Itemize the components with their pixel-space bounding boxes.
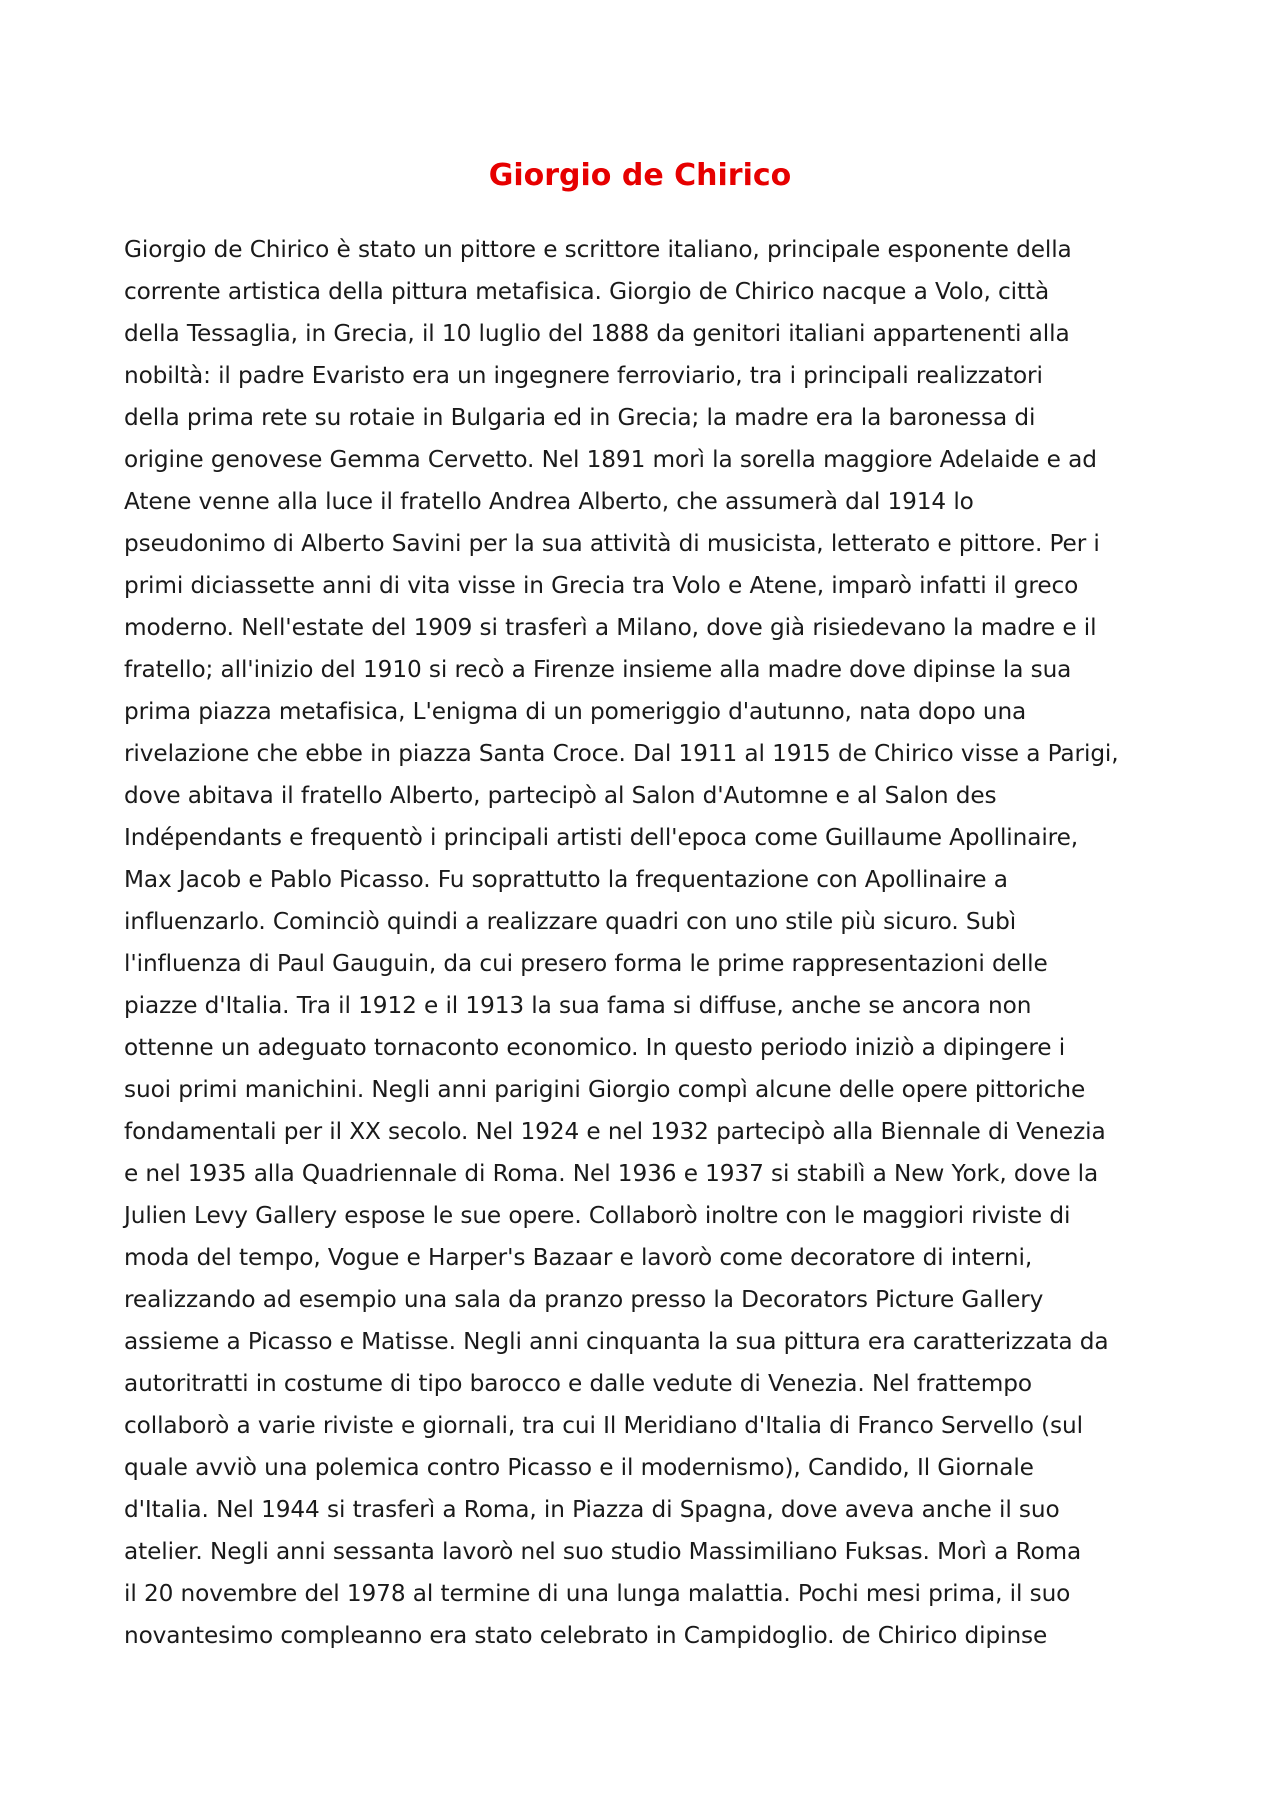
text-line: della Tessaglia, in Grecia, il 10 luglio del 1888 da genitori italiani appartenenti alla [124,320,1070,347]
text-line: Indépendants e frequentò i principali artisti dell'epoca come Guillaume Apollinaire, [124,824,1079,851]
text-line: Giorgio de Chirico è stato un pittore e scrittore italiano, principale esponente della [124,236,1072,263]
text-line: il 20 novembre del 1978 al termine di una lunga malattia. Pochi mesi prima, il suo [124,1580,1071,1607]
text-line: novantesimo compleanno era stato celebrato in Campidoglio. de Chirico dipinse [124,1622,1048,1649]
text-line: fratello; all'inizio del 1910 si recò a Firenze insieme alla madre dove dipinse la sua [124,656,1072,683]
text-line: corrente artistica della pittura metafisica. Giorgio de Chirico nacque a Volo, città [124,278,1050,305]
text-line: e nel 1935 alla Quadriennale di Roma. Nel 1936 e 1937 si stabilì a New York, dove la [124,1160,1099,1187]
text-line: fondamentali per il XX secolo. Nel 1924 e nel 1932 partecipò alla Biennale di Venezia [124,1118,1106,1145]
text-line: della prima rete su rotaie in Bulgaria ed in Grecia; la madre era la baronessa di [124,404,1036,431]
text-line: suoi primi manichini. Negli anni parigini Giorgio compì alcune delle opere pittoriche [124,1076,1086,1103]
text-line: pseudonimo di Alberto Savini per la sua attività di musicista, letterato e pittore. Per i [124,530,1100,557]
text-line: realizzando ad esempio una sala da pranzo presso la Decorators Picture Gallery [124,1286,1044,1313]
text-line: dove abitava il fratello Alberto, partecipò al Salon d'Automne e al Salon des [124,782,997,809]
text-line: influenzarlo. Cominciò quindi a realizzare quadri con uno stile più sicuro. Subì [124,908,1017,935]
text-line: quale avviò una polemica contro Picasso e il modernismo), Candido, Il Giornale [124,1454,1034,1481]
text-line: Max Jacob e Pablo Picasso. Fu soprattutto la frequentazione con Apollinaire a [124,866,1008,893]
text-line: origine genovese Gemma Cervetto. Nel 1891 morì la sorella maggiore Adelaide e ad [124,446,1097,473]
text-line: nobiltà: il padre Evaristo era un ingegnere ferroviario, tra i principali realizzatori [124,362,1043,389]
text-line: moda del tempo, Vogue e Harper's Bazaar e lavorò come decoratore di interni, [124,1244,1033,1271]
text-line: ottenne un adeguato tornaconto economico. In questo periodo iniziò a dipingere i [124,1034,1066,1061]
text-line: prima piazza metafisica, L'enigma di un pomeriggio d'autunno, nata dopo una [124,698,1027,725]
text-line: d'Italia. Nel 1944 si trasferì a Roma, in Piazza di Spagna, dove aveva anche il suo [124,1496,1060,1523]
text-line: atelier. Negli anni sessanta lavorò nel suo studio Massimiliano Fuksas. Morì a Roma [124,1538,1082,1565]
text-line: autoritratti in costume di tipo barocco e dalle vedute di Venezia. Nel frattempo [124,1370,1032,1397]
page-title: Giorgio de Chirico [488,158,792,193]
text-line: Julien Levy Gallery espose le sue opere. Collaborò inoltre con le maggiori riviste di [124,1202,1071,1229]
text-line: moderno. Nell'estate del 1909 si trasferì a Milano, dove già risiedevano la madre e il [124,614,1097,641]
text-line: assieme a Picasso e Matisse. Negli anni cinquanta la sua pittura era caratterizzata da [124,1328,1109,1355]
text-line: piazze d'Italia. Tra il 1912 e il 1913 la sua fama si diffuse, anche se ancora non [124,992,1032,1019]
text-line: primi diciassette anni di vita visse in Grecia tra Volo e Atene, imparò infatti il greco [124,572,1079,599]
text-line: collaborò a varie riviste e giornali, tra cui Il Meridiano d'Italia di Franco Servello (sul [124,1412,1083,1439]
text-line: rivelazione che ebbe in piazza Santa Croce. Dal 1911 al 1915 de Chirico visse a Parigi, [124,740,1119,767]
text-line: Atene venne alla luce il fratello Andrea Alberto, che assumerà dal 1914 lo [124,488,974,515]
text-line: l'influenza di Paul Gauguin, da cui presero forma le prime rappresentazioni delle [124,950,1048,977]
